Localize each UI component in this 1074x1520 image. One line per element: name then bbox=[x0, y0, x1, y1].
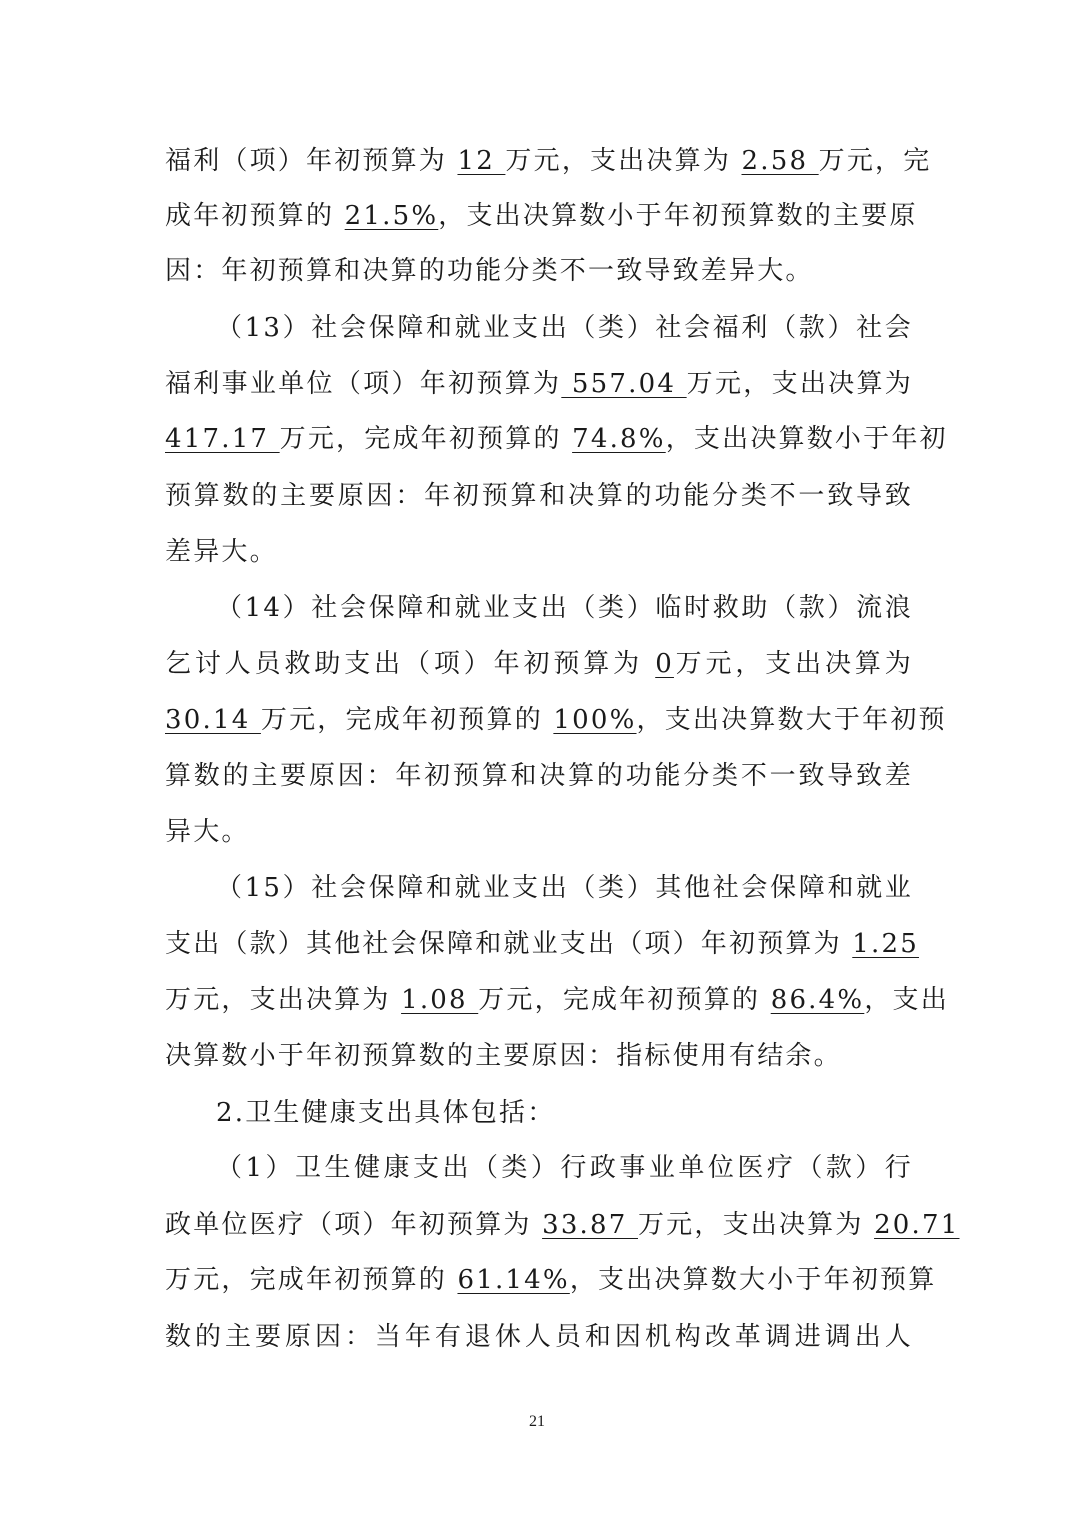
body-line: 政单位医疗（项）年初预算为 33.87 万元，支出决算为 20.71 bbox=[165, 1210, 960, 1240]
body-line: 异大。 bbox=[165, 817, 250, 847]
body-line: 417.17 万元，完成年初预算的 74.8%，支出决算数小于年初 bbox=[165, 424, 948, 454]
body-line: 预算数的主要原因：年初预算和决算的功能分类不一致导致 bbox=[165, 481, 913, 511]
body-line: 数的主要原因：当年有退休人员和因机构改革调进调出人 bbox=[165, 1322, 913, 1352]
body-line: 30.14 万元，完成年初预算的 100%，支出决算数大于年初预 bbox=[165, 705, 947, 735]
paragraph-1-start: （1）卫生健康支出（类）行政事业单位医疗（款）行 bbox=[216, 1153, 913, 1183]
body-line: 支出（款）其他社会保障和就业支出（项）年初预算为 1.25 bbox=[165, 929, 919, 959]
paragraph-15-start: （15）社会保障和就业支出（类）其他社会保障和就业 bbox=[216, 873, 913, 903]
section-heading: 2.卫生健康支出具体包括： bbox=[216, 1098, 556, 1128]
body-line: 福利事业单位（项）年初预算为 557.04 万元，支出决算为 bbox=[165, 369, 913, 399]
body-line: 乞讨人员救助支出（项）年初预算为 0万元，支出决算为 bbox=[165, 649, 913, 679]
body-line: 差异大。 bbox=[165, 537, 278, 567]
paragraph-13-start: （13）社会保障和就业支出（类）社会福利（款）社会 bbox=[216, 313, 913, 343]
body-line: 万元，支出决算为 1.08 万元，完成年初预算的 86.4%，支出 bbox=[165, 985, 949, 1015]
page-number: 21 bbox=[529, 1413, 545, 1430]
body-line: 决算数小于年初预算数的主要原因：指标使用有结余。 bbox=[165, 1041, 842, 1071]
body-line: 因：年初预算和决算的功能分类不一致导致差异大。 bbox=[165, 256, 814, 286]
body-line: 万元，完成年初预算的 61.14%，支出决算数大小于年初预算 bbox=[165, 1265, 937, 1295]
body-line: 成年初预算的 21.5%，支出决算数小于年初预算数的主要原 bbox=[165, 201, 918, 231]
body-line: 算数的主要原因：年初预算和决算的功能分类不一致导致差 bbox=[165, 761, 913, 791]
paragraph-14-start: （14）社会保障和就业支出（类）临时救助（款）流浪 bbox=[216, 593, 913, 623]
body-line: 福利（项）年初预算为 12 万元，支出决算为 2.58 万元，完 bbox=[165, 146, 932, 176]
